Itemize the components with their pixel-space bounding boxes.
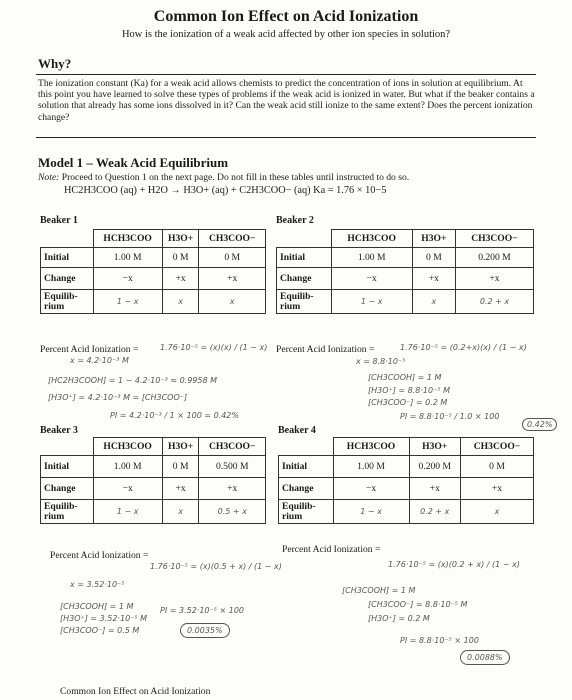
cell: +x xyxy=(455,268,533,290)
beaker-1-hw-line2: [H3O⁺] = 4.2·10⁻³ M = [CH3COO⁻] xyxy=(48,393,188,402)
beaker-1-hw-x: x = 4.2·10⁻³ M xyxy=(70,356,129,365)
beaker-3-hw-line3: [CH3COO⁻] = 0.5 M xyxy=(60,626,140,635)
beaker-3-label: Beaker 3 xyxy=(40,425,78,436)
row-label: Change xyxy=(41,268,94,290)
cell: 1 − x xyxy=(93,500,162,524)
cell: +x xyxy=(199,478,266,500)
beaker-3-percent-label: Percent Acid Ionization = xyxy=(50,550,149,561)
beaker-3-hw-equation: 1.76·10⁻⁵ = (x)(0.5 + x) / (1 − x) xyxy=(150,562,282,571)
beaker-3-hw-line2: [H3O⁺] = 3.52·10⁻⁵ M xyxy=(60,614,148,623)
corner-cell xyxy=(277,230,332,248)
cell: 0 M xyxy=(162,456,199,478)
row-label: Change xyxy=(279,478,334,500)
beaker-1-hw-line1: [HC2H3COOH] = 1 − 4.2·10⁻³ ≈ 0.9958 M xyxy=(48,376,218,385)
beaker-2-table xyxy=(276,229,534,314)
cell: −x xyxy=(93,478,162,500)
cell: x xyxy=(412,290,455,314)
beaker-3-hw-x: x = 3.52·10⁻⁵ xyxy=(70,580,125,589)
beaker-2-hw-line3: [CH3COO⁻] = 0.2 M xyxy=(368,398,448,407)
note-label: Note: xyxy=(38,172,60,183)
cell: +x xyxy=(409,478,460,500)
cell: 0 M xyxy=(412,248,455,268)
cell: 0.200 M xyxy=(455,248,533,268)
why-heading: Why? xyxy=(38,56,72,71)
beaker-1-hw-pi: PI = 4.2·10⁻³ / 1 × 100 = 0.42% xyxy=(110,411,239,420)
row-label: Initial xyxy=(277,248,332,268)
row-label: Equilib-rium xyxy=(41,290,94,314)
cell: −x xyxy=(333,478,409,500)
beaker-4-hw-equation: 1.76·10⁻⁵ = (x)(0.2 + x) / (1 − x) xyxy=(388,560,520,569)
equilibrium-equation: HC2H3COO (aq) + H2O → H3O+ (aq) + C2H3COO− (aq) Ka = 1.76 × 10−5 xyxy=(64,185,387,196)
cell: 1 − x xyxy=(331,290,412,314)
col-header: CH3COO− xyxy=(455,230,533,248)
cell: x xyxy=(162,500,199,524)
row-label: Equilib-rium xyxy=(41,500,94,524)
beaker-4-hw-line1: [CH3COOH] = 1 M xyxy=(342,586,416,595)
row-label: Initial xyxy=(41,248,94,268)
cell: x xyxy=(162,290,199,314)
cell: 0.2 + x xyxy=(409,500,460,524)
beaker-2-hw-line1: [CH3COOH] = 1 M xyxy=(368,373,442,382)
cell: 0.500 M xyxy=(199,456,266,478)
page-footer: Common Ion Effect on Acid Ionization xyxy=(60,686,211,697)
cell: 0 M xyxy=(461,456,534,478)
cell: 1.00 M xyxy=(331,248,412,268)
cell: 1.00 M xyxy=(333,456,409,478)
col-header: HCH3COO xyxy=(93,438,162,456)
row-label: Initial xyxy=(41,456,94,478)
beaker-2-hw-line2: [H3O⁺] = 8.8·10⁻⁵ M xyxy=(368,386,450,395)
col-header: HCH3COO xyxy=(331,230,412,248)
beaker-4-percent-label: Percent Acid Ionization = xyxy=(282,544,381,555)
beaker-4-table xyxy=(278,437,534,524)
cell: 1.00 M xyxy=(93,456,162,478)
col-header: H3O+ xyxy=(409,438,460,456)
corner-cell xyxy=(279,438,334,456)
col-header: HCH3COO xyxy=(93,230,162,248)
beaker-1-hw-answer: 0.42% xyxy=(522,418,557,431)
cell: 1 − x xyxy=(93,290,162,314)
col-header: HCH3COO xyxy=(333,438,409,456)
beaker-2-hw-equation: 1.76·10⁻⁵ = (0.2+x)(x) / (1 − x) xyxy=(400,343,527,352)
cell: x xyxy=(461,500,534,524)
cell: 1.00 M xyxy=(93,248,162,268)
row-label: Equilib-rium xyxy=(279,500,334,524)
beaker-2-percent-label: Percent Acid Ionization = xyxy=(276,344,375,355)
cell: 0 M xyxy=(162,248,199,268)
beaker-4-hw-line2: [CH3COO⁻] = 8.8·10⁻⁵ M xyxy=(368,600,468,609)
row-label: Initial xyxy=(279,456,334,478)
beaker-4-hw-line3: [H3O⁺] = 0.2 M xyxy=(368,614,430,623)
cell: +x xyxy=(461,478,534,500)
cell: 0.200 M xyxy=(409,456,460,478)
divider xyxy=(36,74,536,75)
cell: +x xyxy=(199,268,266,290)
row-label: Equilib-rium xyxy=(277,290,332,314)
page-subtitle: How is the ionization of a weak acid affected by other ion species in solution? xyxy=(121,29,451,40)
cell: +x xyxy=(162,478,199,500)
beaker-1-hw-equation: 1.76·10⁻⁵ = (x)(x) / (1 − x) xyxy=(160,343,268,352)
beaker-2-label: Beaker 2 xyxy=(276,215,314,226)
beaker-3-table xyxy=(40,437,266,524)
beaker-4-hw-pi: PI = 8.8·10⁻⁵ × 100 xyxy=(400,636,479,645)
beaker-4-label: Beaker 4 xyxy=(278,425,316,436)
cell: 0.2 + x xyxy=(455,290,533,314)
model-heading: Model 1 – Weak Acid Equilibrium xyxy=(38,155,229,170)
model-note xyxy=(38,172,409,183)
cell: +x xyxy=(162,268,199,290)
row-label: Change xyxy=(277,268,332,290)
col-header: H3O+ xyxy=(162,230,199,248)
note-text: Proceed to Question 1 on the next page. Do not fill in these tables until instructed to do so. xyxy=(61,172,410,183)
beaker-2-hw-x: x = 8.8·10⁻⁵ xyxy=(356,357,406,366)
col-header: CH3COO− xyxy=(199,438,266,456)
beaker-1-percent-label: Percent Acid Ionization = xyxy=(40,344,139,355)
beaker-1-table xyxy=(40,229,266,314)
beaker-3-hw-line1: [CH3COOH] = 1 M xyxy=(60,602,134,611)
page-title: Common Ion Effect on Acid Ionization xyxy=(153,8,419,25)
row-label: Change xyxy=(41,478,94,500)
beaker-3-hw-pi: PI = 3.52·10⁻⁵ × 100 xyxy=(160,606,244,615)
beaker-2-hw-pi: PI = 8.8·10⁻⁵ / 1.0 × 100 xyxy=(400,412,500,421)
cell: −x xyxy=(331,268,412,290)
why-paragraph: The ionization constant (Ka) for a weak acid allows chemists to predict the concentration of ions in solution at equilibrium. At this point you have learned to solve these types of problems if the weak acid is ionized in water. But what if the beaker contains a solution that already has some ions dissolved in it? Can the weak acid still ionize to the same extent? Does the percent ionization change? xyxy=(38,78,535,123)
cell: 0 M xyxy=(199,248,266,268)
cell: −x xyxy=(93,268,162,290)
corner-cell xyxy=(41,438,94,456)
col-header: H3O+ xyxy=(412,230,455,248)
col-header: H3O+ xyxy=(162,438,199,456)
cell: 0.5 + x xyxy=(199,500,266,524)
corner-cell xyxy=(41,230,94,248)
cell: +x xyxy=(412,268,455,290)
beaker-4-hw-answer: 0.0088% xyxy=(460,650,510,665)
cell: 1 − x xyxy=(333,500,409,524)
beaker-3-hw-answer: 0.0035% xyxy=(180,623,230,638)
col-header: CH3COO− xyxy=(199,230,266,248)
cell: x xyxy=(199,290,266,314)
divider xyxy=(36,137,536,138)
col-header: CH3COO− xyxy=(461,438,534,456)
beaker-1-label: Beaker 1 xyxy=(40,215,78,226)
